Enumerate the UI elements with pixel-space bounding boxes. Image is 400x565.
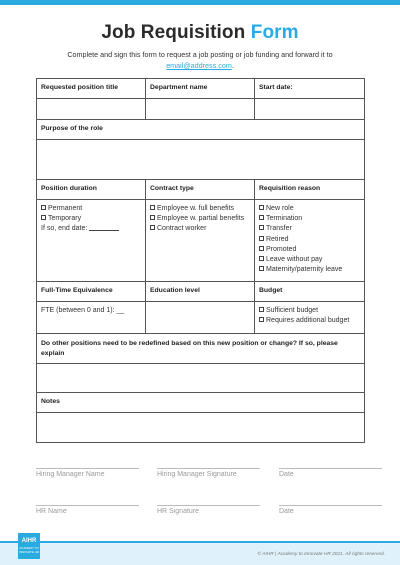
- purpose-field[interactable]: [37, 140, 365, 180]
- top-accent-bar: [0, 0, 400, 5]
- position-duration-header: Position duration: [37, 180, 146, 200]
- reason-option-maternity[interactable]: Maternity/paternity leave: [259, 265, 360, 275]
- page-title: [0, 22, 400, 44]
- email-link[interactable]: email@address.com: [166, 60, 232, 70]
- start-date-field[interactable]: [255, 99, 365, 120]
- requisition-table: [36, 78, 365, 443]
- intro-text: [60, 50, 340, 71]
- contract-option-partial[interactable]: Employee w. partial benefits: [150, 214, 250, 224]
- contract-option-full[interactable]: Employee w. full benefits: [150, 204, 250, 214]
- checkbox-icon[interactable]: [259, 205, 264, 210]
- contract-type-header: Contract type: [146, 180, 255, 200]
- duration-options: [37, 200, 146, 282]
- checkbox-icon[interactable]: [259, 317, 264, 322]
- fte-header: Full-Time Equivalence: [37, 282, 146, 302]
- reason-option-new-role[interactable]: New role: [259, 204, 360, 214]
- hiring-manager-name-field[interactable]: Hiring Manager Name: [36, 468, 139, 478]
- contract-options: [146, 200, 255, 282]
- end-date-row: If so, end date:: [41, 224, 141, 234]
- requisition-reason-header: Requisition reason: [255, 180, 365, 200]
- requested-position-field[interactable]: [37, 99, 146, 120]
- contract-option-worker[interactable]: Contract worker: [150, 224, 250, 234]
- department-field[interactable]: [146, 99, 255, 120]
- education-header: Education level: [146, 282, 255, 302]
- hr-name-field[interactable]: HR Name: [36, 505, 139, 515]
- hr-signature-field[interactable]: HR Signature: [157, 505, 260, 515]
- hr-date-field[interactable]: Date: [279, 505, 382, 515]
- checkbox-icon[interactable]: [259, 256, 264, 261]
- purpose-header: Purpose of the role: [37, 120, 365, 140]
- reason-option-promoted[interactable]: Promoted: [259, 245, 360, 255]
- hiring-manager-signature-field[interactable]: Hiring Manager Signature: [157, 468, 260, 478]
- checkbox-icon[interactable]: [41, 205, 46, 210]
- education-field[interactable]: [146, 302, 255, 334]
- checkbox-icon[interactable]: [259, 307, 264, 312]
- reason-option-retired[interactable]: Retired: [259, 235, 360, 245]
- redefine-answer-field[interactable]: [37, 364, 365, 393]
- start-date-header: Start date:: [255, 79, 365, 99]
- checkbox-icon[interactable]: [259, 215, 264, 220]
- notes-header: Notes: [37, 393, 365, 413]
- fte-field[interactable]: FTE (between 0 and 1): __: [37, 302, 146, 334]
- end-date-blank[interactable]: [89, 226, 119, 231]
- budget-option-additional[interactable]: Requires additional budget: [259, 316, 360, 326]
- title-accent: Form: [250, 22, 299, 43]
- footer: [0, 531, 400, 565]
- notes-field[interactable]: [37, 413, 365, 443]
- checkbox-icon[interactable]: [150, 225, 155, 230]
- aihr-logo: AIHR ACADEMY TO INNOVATE HR: [18, 533, 40, 559]
- reason-options: [255, 200, 365, 282]
- checkbox-icon[interactable]: [150, 215, 155, 220]
- department-header: Department name: [146, 79, 255, 99]
- manager-date-field[interactable]: Date: [279, 468, 382, 478]
- intro-end: .: [231, 60, 234, 70]
- requested-position-header: Requested position title: [37, 79, 146, 99]
- copyright-text: © AIHR | Academy to Innovate HR 2021. All rights reserved.: [257, 552, 385, 557]
- budget-header: Budget: [255, 282, 365, 302]
- checkbox-icon[interactable]: [150, 205, 155, 210]
- checkbox-icon[interactable]: [259, 225, 264, 230]
- redefine-question-header: Do other positions need to be redefined based on this new position or change? If so, please explain: [37, 334, 365, 364]
- reason-option-transfer[interactable]: Transfer: [259, 224, 360, 234]
- checkbox-icon[interactable]: [41, 215, 46, 220]
- intro-body: Complete and sign this form to request a job posting or job funding and forward it to: [67, 50, 333, 59]
- budget-option-sufficient[interactable]: Sufficient budget: [259, 306, 360, 316]
- reason-option-termination[interactable]: Termination: [259, 214, 360, 224]
- checkbox-icon[interactable]: [259, 266, 264, 271]
- logo-subtitle: ACADEMY TO INNOVATE HR: [18, 546, 40, 554]
- fte-blank[interactable]: __: [116, 307, 125, 314]
- duration-option-temporary[interactable]: Temporary: [41, 214, 141, 224]
- checkbox-icon[interactable]: [259, 246, 264, 251]
- duration-option-permanent[interactable]: Permanent: [41, 204, 141, 214]
- checkbox-icon[interactable]: [259, 236, 264, 241]
- reason-option-leave[interactable]: Leave without pay: [259, 255, 360, 265]
- budget-options: [255, 302, 365, 334]
- title-main: Job Requisition: [101, 22, 251, 43]
